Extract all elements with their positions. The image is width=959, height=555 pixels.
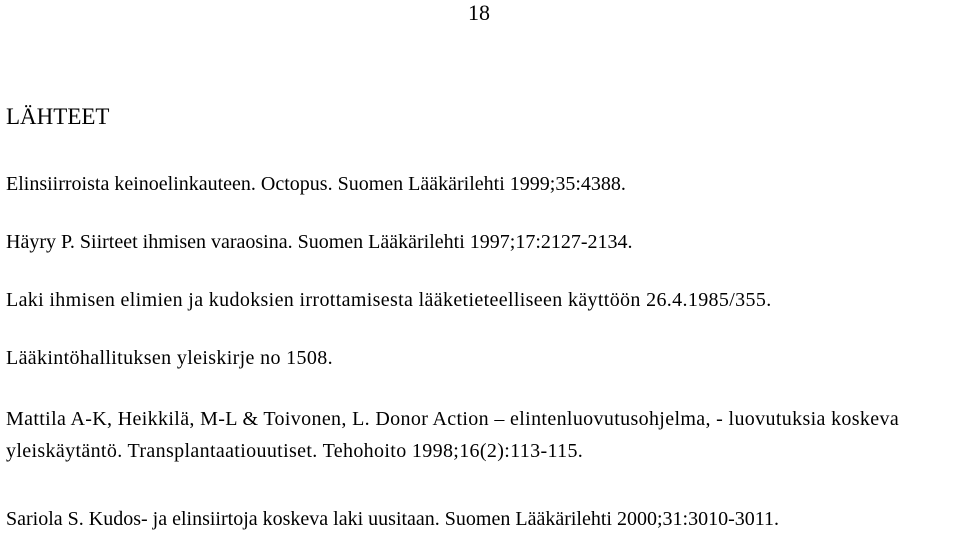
- reference-item: Elinsiirroista keinoelinkauteen. Octopus. Suomen Lääkärilehti 1999;35:4388.: [6, 173, 626, 195]
- reference-item: Mattila A-K, Heikkilä, M-L & Toivonen, L. Donor Action – elintenluovutusohjelma, - luovutuksia koskeva yleiskäytäntö. Transplantaatiouutiset. Tehohoito 1998;16(2):113-115.: [6, 408, 900, 462]
- page-number: 18: [468, 0, 490, 25]
- section-heading: LÄHTEET: [6, 104, 110, 129]
- reference-item: Sariola S. Kudos- ja elinsiirtoja koskeva laki uusitaan. Suomen Lääkärilehti 2000;31:3010-3011.: [6, 508, 780, 530]
- reference-item: Laki ihmisen elimien ja kudoksien irrottamisesta lääketieteelliseen käyttöön 26.4.1985/355.: [6, 289, 772, 311]
- reference-item: Lääkintöhallituksen yleiskirje no 1508.: [6, 347, 333, 369]
- reference-item: Häyry P. Siirteet ihmisen varaosina. Suomen Lääkärilehti 1997;17:2127-2134.: [6, 231, 633, 253]
